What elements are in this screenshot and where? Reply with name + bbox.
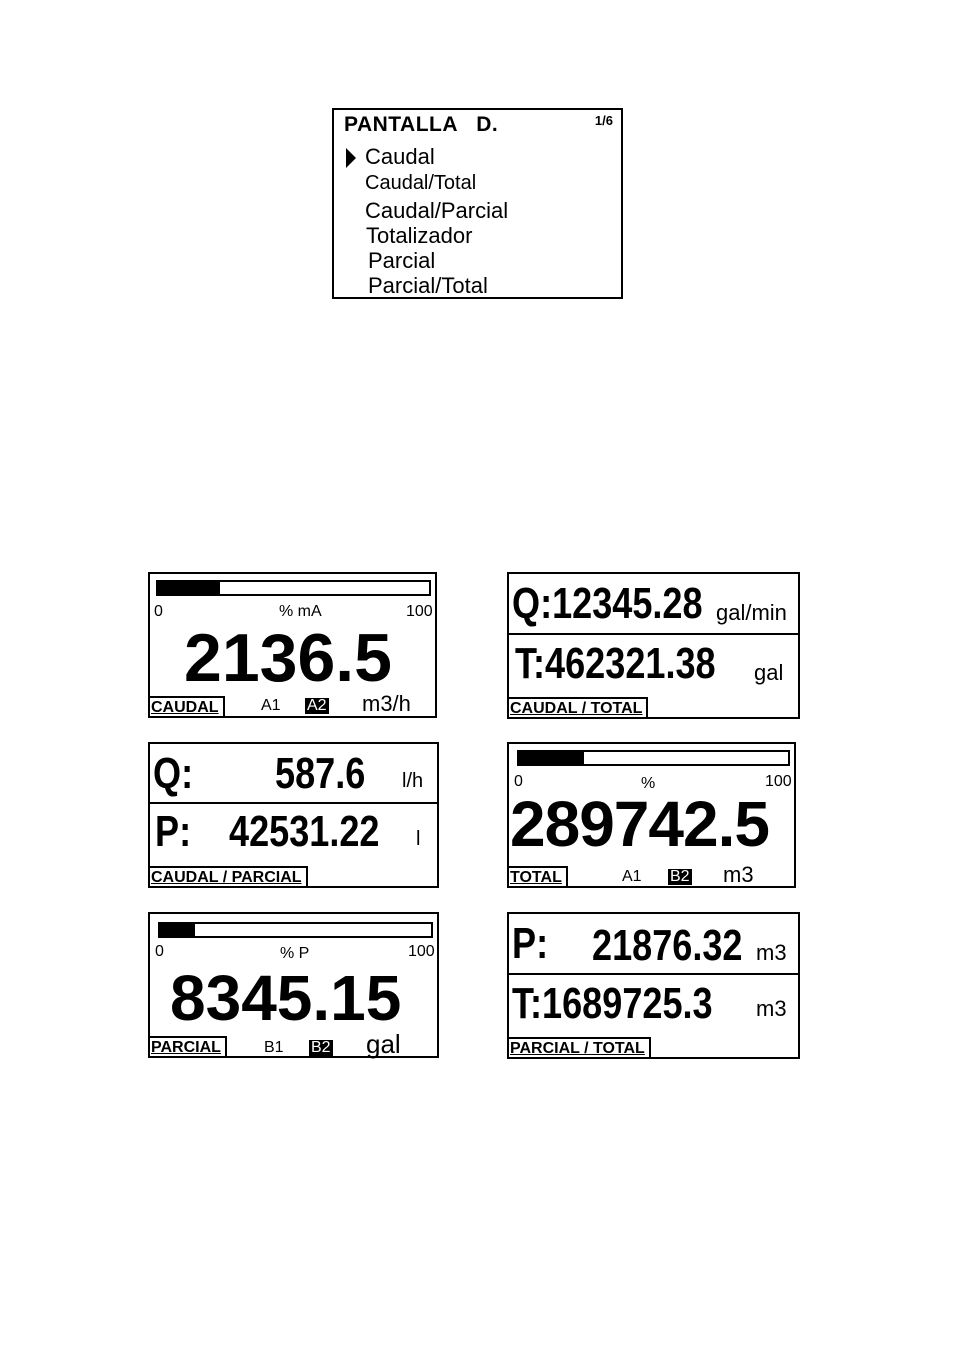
bar-min-label: 0 (514, 773, 523, 790)
total-line: T:462321.38 (515, 639, 716, 688)
partial-value: 42531.22 (229, 807, 380, 856)
menu-item-caudal[interactable]: Caudal (365, 144, 435, 169)
menu-item-totalizador[interactable]: Totalizador (366, 223, 473, 248)
alarm-flag-2: B2 (311, 1039, 331, 1056)
bar-max-label: 100 (765, 773, 792, 790)
panel-parcial (148, 912, 439, 1058)
alarm-flag-1: B1 (264, 1039, 284, 1056)
flow-label: Q: (153, 749, 194, 798)
panel-tab-caudal: CAUDAL (148, 696, 225, 718)
alarm-flag-2: A2 (307, 697, 327, 714)
panel-tab-parcial-total: PARCIAL / TOTAL (507, 1037, 651, 1059)
menu-item-caudal-total[interactable]: Caudal/Total (365, 172, 477, 194)
partial-bar-fill (160, 924, 195, 936)
panel-caudal (148, 572, 437, 718)
partial-value: 21876.32 (592, 921, 743, 970)
bar-unit-label: % P (280, 945, 310, 962)
divider (150, 802, 437, 804)
flow-line: Q:12345.28 (512, 579, 703, 628)
partial-label: P: (512, 919, 549, 968)
total-unit: m3 (756, 996, 787, 1021)
panel-tab-total: TOTAL (507, 866, 568, 888)
bar-unit-label: % mA (279, 603, 322, 620)
partial-unit: l (416, 828, 421, 850)
flow-value: 2136.5 (184, 620, 392, 696)
bar-max-label: 100 (408, 943, 435, 960)
bar-unit-label: % (641, 775, 656, 792)
total-bar-fill (519, 752, 584, 764)
divider (509, 633, 798, 635)
panel-total (507, 742, 796, 888)
total-line: T:1689725.3 (512, 979, 713, 1028)
total-bar (517, 750, 790, 766)
panel-tab-caudal-parcial: CAUDAL / PARCIAL (148, 866, 308, 888)
menu-item-parcial[interactable]: Parcial (368, 248, 436, 273)
menu-title: PANTALLA D. (344, 113, 499, 136)
flow-unit: l/h (402, 770, 424, 792)
partial-label: P: (155, 807, 192, 856)
alarm-flag-1: A1 (261, 697, 281, 714)
total-value: 289742.5 (510, 788, 769, 860)
flow-unit: gal/min (716, 600, 787, 625)
partial-value: 8345.15 (170, 962, 402, 1034)
partial-unit: gal (366, 1029, 401, 1059)
total-unit: gal (754, 660, 784, 685)
panel-tab-caudal-total: CAUDAL / TOTAL (507, 697, 648, 719)
selection-arrow-icon (346, 148, 356, 168)
menu-page-indicator: 1/6 (594, 113, 613, 128)
partial-bar (158, 922, 433, 938)
bar-min-label: 0 (155, 943, 164, 960)
divider (509, 973, 798, 975)
panel-parcial-total (507, 912, 800, 1059)
total-unit: m3 (723, 862, 754, 887)
flow-value: 587.6 (275, 749, 366, 798)
bar-max-label: 100 (406, 603, 433, 620)
menu-item-caudal-parcial[interactable]: Caudal/Parcial (365, 198, 509, 223)
menu-item-parcial-total[interactable]: Parcial/Total (368, 273, 488, 298)
panel-caudal-total (507, 572, 800, 719)
partial-unit: m3 (756, 940, 787, 965)
alarm-flag-1: A1 (622, 868, 642, 885)
flow-bar-fill (158, 582, 220, 594)
bar-min-label: 0 (154, 603, 163, 620)
flow-bar (156, 580, 431, 596)
panel-caudal-parcial (148, 742, 439, 888)
flow-unit: m3/h (362, 691, 411, 716)
alarm-flag-2: B2 (670, 868, 690, 885)
display-menu (332, 108, 623, 299)
panel-tab-parcial: PARCIAL (148, 1036, 227, 1058)
